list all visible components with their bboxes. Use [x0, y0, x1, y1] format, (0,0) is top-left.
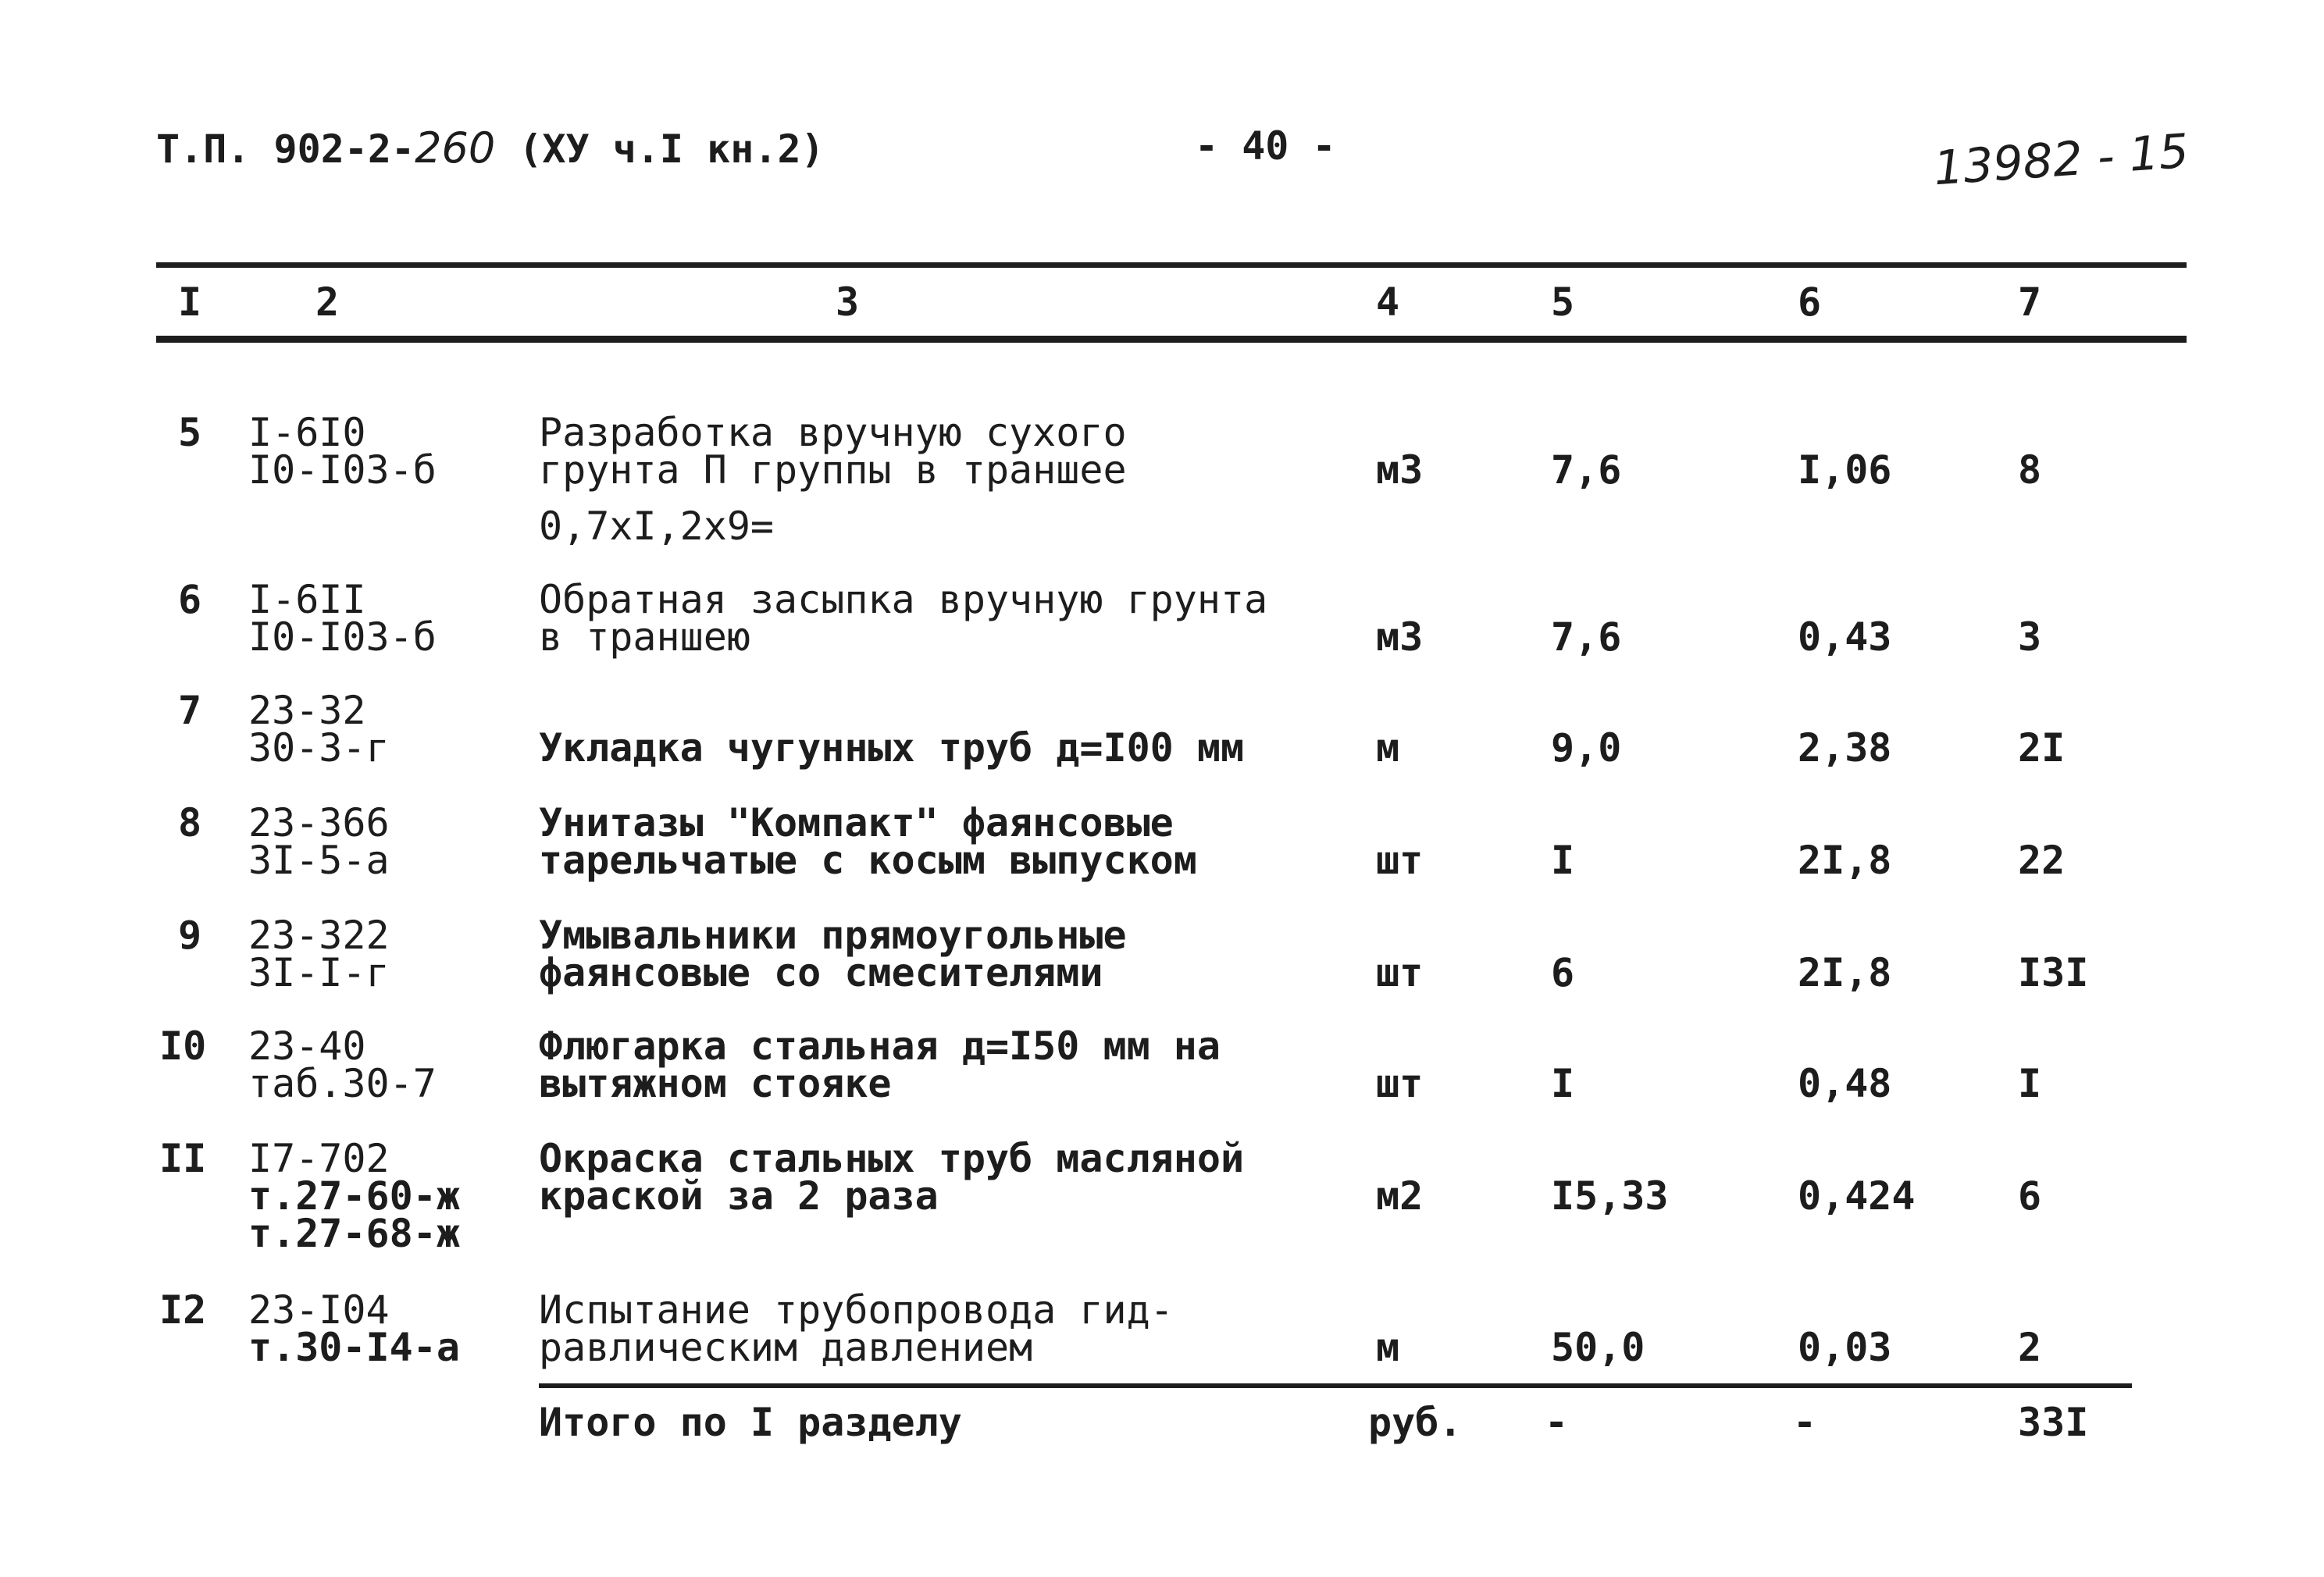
row-quantity: I5,33	[1551, 1173, 1669, 1219]
row-unit: м3	[1376, 447, 1424, 493]
row-price: 2I,8	[1798, 838, 1892, 883]
row-code: т.27-60-ж	[248, 1173, 460, 1219]
row-quantity: 7,6	[1551, 614, 1622, 660]
total-rule	[539, 1383, 2132, 1388]
row-description: вытяжном стояке	[539, 1061, 892, 1106]
row-price: 2,38	[1798, 725, 1892, 771]
row-quantity: I	[1551, 1061, 1575, 1106]
total-price: -	[1793, 1400, 1817, 1445]
column-header: 3	[836, 279, 860, 325]
row-code: I-6I0	[248, 410, 366, 455]
row-quantity: 7,6	[1551, 447, 1622, 493]
row-number: 6	[178, 577, 202, 622]
row-quantity: 6	[1551, 950, 1575, 995]
row-unit: м	[1376, 1325, 1400, 1370]
document-code: Т.П. 902-2-260 (ХУ ч.I кн.2)	[156, 123, 825, 173]
row-unit: шт	[1376, 1061, 1424, 1106]
row-code: I0-I03-б	[248, 447, 437, 493]
row-description: грунта П группы в траншее	[539, 447, 1127, 493]
row-code: таб.30-7	[248, 1061, 437, 1106]
row-price: I,06	[1798, 447, 1892, 493]
row-unit: м2	[1376, 1173, 1424, 1219]
row-description: Обратная засыпка вручную грунта	[539, 577, 1268, 622]
column-header: I	[178, 279, 202, 325]
row-description: Разработка вручную сухого	[539, 410, 1127, 455]
column-header: 7	[2018, 279, 2042, 325]
row-unit: м	[1376, 725, 1400, 771]
row-description: Флюгарка стальная д=I50 мм на	[539, 1023, 1221, 1069]
row-description: Испытание трубопровода гид-	[539, 1287, 1174, 1333]
row-description: Унитазы "Компакт" фаянсовые	[539, 800, 1174, 845]
row-code: 3I-I-г	[248, 950, 390, 995]
total-unit: руб.	[1368, 1400, 1463, 1445]
row-number: 7	[178, 688, 202, 733]
row-code: 23-322	[248, 913, 390, 958]
row-total: 3	[2018, 614, 2042, 660]
total-label: Итого по I разделу	[539, 1400, 962, 1445]
row-unit: м3	[1376, 614, 1424, 660]
row-code: I7-702	[248, 1136, 390, 1181]
row-number: I2	[159, 1287, 207, 1333]
row-unit: шт	[1376, 950, 1424, 995]
row-price: 2I,8	[1798, 950, 1892, 995]
row-code: 30-3-г	[248, 725, 390, 771]
row-code: т.30-I4-а	[248, 1325, 460, 1370]
row-quantity: 9,0	[1551, 725, 1622, 771]
row-description: Окраска стальных труб масляной	[539, 1136, 1245, 1181]
row-number: 5	[178, 410, 202, 455]
row-total: 6	[2018, 1173, 2042, 1219]
row-description: краской за 2 раза	[539, 1173, 939, 1219]
total-sum: 33I	[2018, 1400, 2089, 1445]
row-total: I3I	[2018, 950, 2089, 995]
handwritten-number: 260	[415, 123, 496, 173]
row-description: тарельчатые с косым выпуском	[539, 838, 1197, 883]
row-description: 0,7хI,2х9=	[539, 504, 775, 549]
total-quantity: -	[1545, 1400, 1569, 1445]
row-number: 9	[178, 913, 202, 958]
page-number: - 40 -	[1195, 123, 1336, 169]
row-description: Укладка чугунных труб д=I00 мм	[539, 725, 1245, 771]
row-price: 0,43	[1798, 614, 1892, 660]
row-quantity: 50,0	[1551, 1325, 1645, 1370]
row-price: 0,424	[1798, 1173, 1916, 1219]
column-header: 5	[1551, 279, 1575, 325]
row-number: 8	[178, 800, 202, 845]
row-quantity: I	[1551, 838, 1575, 883]
row-code: 23-366	[248, 800, 390, 845]
row-unit: шт	[1376, 838, 1424, 883]
row-total: I	[2018, 1061, 2042, 1106]
column-header: 2	[315, 279, 340, 325]
row-code: 23-40	[248, 1023, 366, 1069]
row-description: Умывальники прямоугольные	[539, 913, 1127, 958]
row-total: 2I	[2018, 725, 2066, 771]
row-code: 3I-5-а	[248, 838, 390, 883]
row-code: 23-I04	[248, 1287, 390, 1333]
stamp-number: 13982 - 15	[1931, 123, 2191, 197]
table-header-rule	[156, 336, 2187, 343]
row-number: II	[159, 1136, 207, 1181]
row-code: I0-I03-б	[248, 614, 437, 660]
row-code: I-6II	[248, 577, 366, 622]
row-total: 2	[2018, 1325, 2042, 1370]
row-code: 23-32	[248, 688, 366, 733]
row-number: I0	[159, 1023, 207, 1069]
row-description: в траншею	[539, 614, 750, 660]
row-total: 22	[2018, 838, 2066, 883]
table-top-rule	[156, 262, 2187, 268]
column-header: 4	[1376, 279, 1400, 325]
row-code: т.27-68-ж	[248, 1211, 460, 1256]
row-description: фаянсовые со смесителями	[539, 950, 1103, 995]
row-price: 0,48	[1798, 1061, 1892, 1106]
column-header: 6	[1798, 279, 1822, 325]
row-total: 8	[2018, 447, 2042, 493]
row-description: равлическим давлением	[539, 1325, 1033, 1370]
row-price: 0,03	[1798, 1325, 1892, 1370]
